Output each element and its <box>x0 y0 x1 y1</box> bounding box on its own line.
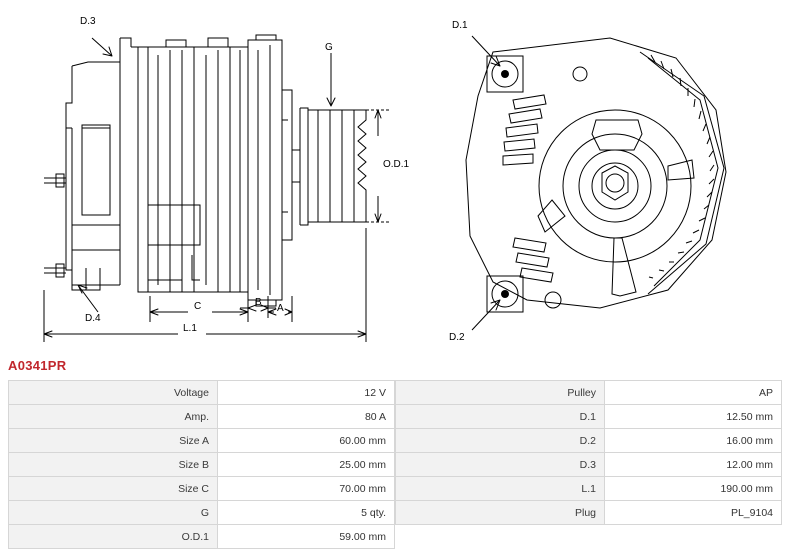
spec-value: 16.00 mm <box>605 429 782 453</box>
callout-d4-label: D.4 <box>85 313 101 324</box>
spec-label-empty <box>396 525 605 549</box>
callout-g-label: G <box>325 42 333 53</box>
spec-label: D.3 <box>396 453 605 477</box>
spec-label: Voltage <box>9 381 218 405</box>
callout-c-label: C <box>194 301 202 312</box>
spec-value-empty <box>605 525 782 549</box>
callout-d3-label: D.3 <box>80 16 96 27</box>
table-row <box>396 477 782 501</box>
spec-value: 5 qty. <box>218 501 395 525</box>
spec-value: 25.00 mm <box>218 453 395 477</box>
table-row <box>396 429 782 453</box>
callout-od1-label: O.D.1 <box>383 159 410 170</box>
table-row <box>9 477 395 501</box>
spec-label: Amp. <box>9 405 218 429</box>
table-row <box>396 453 782 477</box>
table-row <box>396 501 782 525</box>
spec-label: Size A <box>9 429 218 453</box>
callout-d2-label: D.2 <box>449 332 465 343</box>
table-row-spacer <box>396 525 782 549</box>
specifications <box>8 380 782 549</box>
spec-label: D.2 <box>396 429 605 453</box>
spec-label: Plug <box>396 501 605 525</box>
spec-value: 60.00 mm <box>218 429 395 453</box>
spec-value: 80 A <box>218 405 395 429</box>
table-row <box>9 381 395 405</box>
table-row <box>9 405 395 429</box>
spec-value: 12.50 mm <box>605 405 782 429</box>
callout-d1-label: D.1 <box>452 20 468 31</box>
callout-b-label: B <box>255 297 262 308</box>
table-row <box>396 381 782 405</box>
spec-label: D.1 <box>396 405 605 429</box>
spec-label: Pulley <box>396 381 605 405</box>
callout-l1-label: L.1 <box>183 323 197 334</box>
spec-value: 190.00 mm <box>605 477 782 501</box>
side-view-drawing <box>44 35 390 342</box>
part-number: A0341PR <box>8 358 67 373</box>
front-view-drawing <box>466 36 726 330</box>
table-row <box>396 405 782 429</box>
spec-value: 12 V <box>218 381 395 405</box>
spec-value: AP <box>605 381 782 405</box>
spec-table-left <box>8 380 395 549</box>
table-row <box>9 453 395 477</box>
spec-label: Size C <box>9 477 218 501</box>
table-row <box>9 501 395 525</box>
spec-value: PL_9104 <box>605 501 782 525</box>
spec-table-right <box>395 380 782 549</box>
spec-value: 70.00 mm <box>218 477 395 501</box>
spec-value: 12.00 mm <box>605 453 782 477</box>
spec-value: 59.00 mm <box>218 525 395 549</box>
spec-label: O.D.1 <box>9 525 218 549</box>
spec-label: L.1 <box>396 477 605 501</box>
table-row <box>9 525 395 549</box>
spec-label: G <box>9 501 218 525</box>
table-row <box>9 429 395 453</box>
callout-a-label: A <box>277 303 284 314</box>
spec-label: Size B <box>9 453 218 477</box>
